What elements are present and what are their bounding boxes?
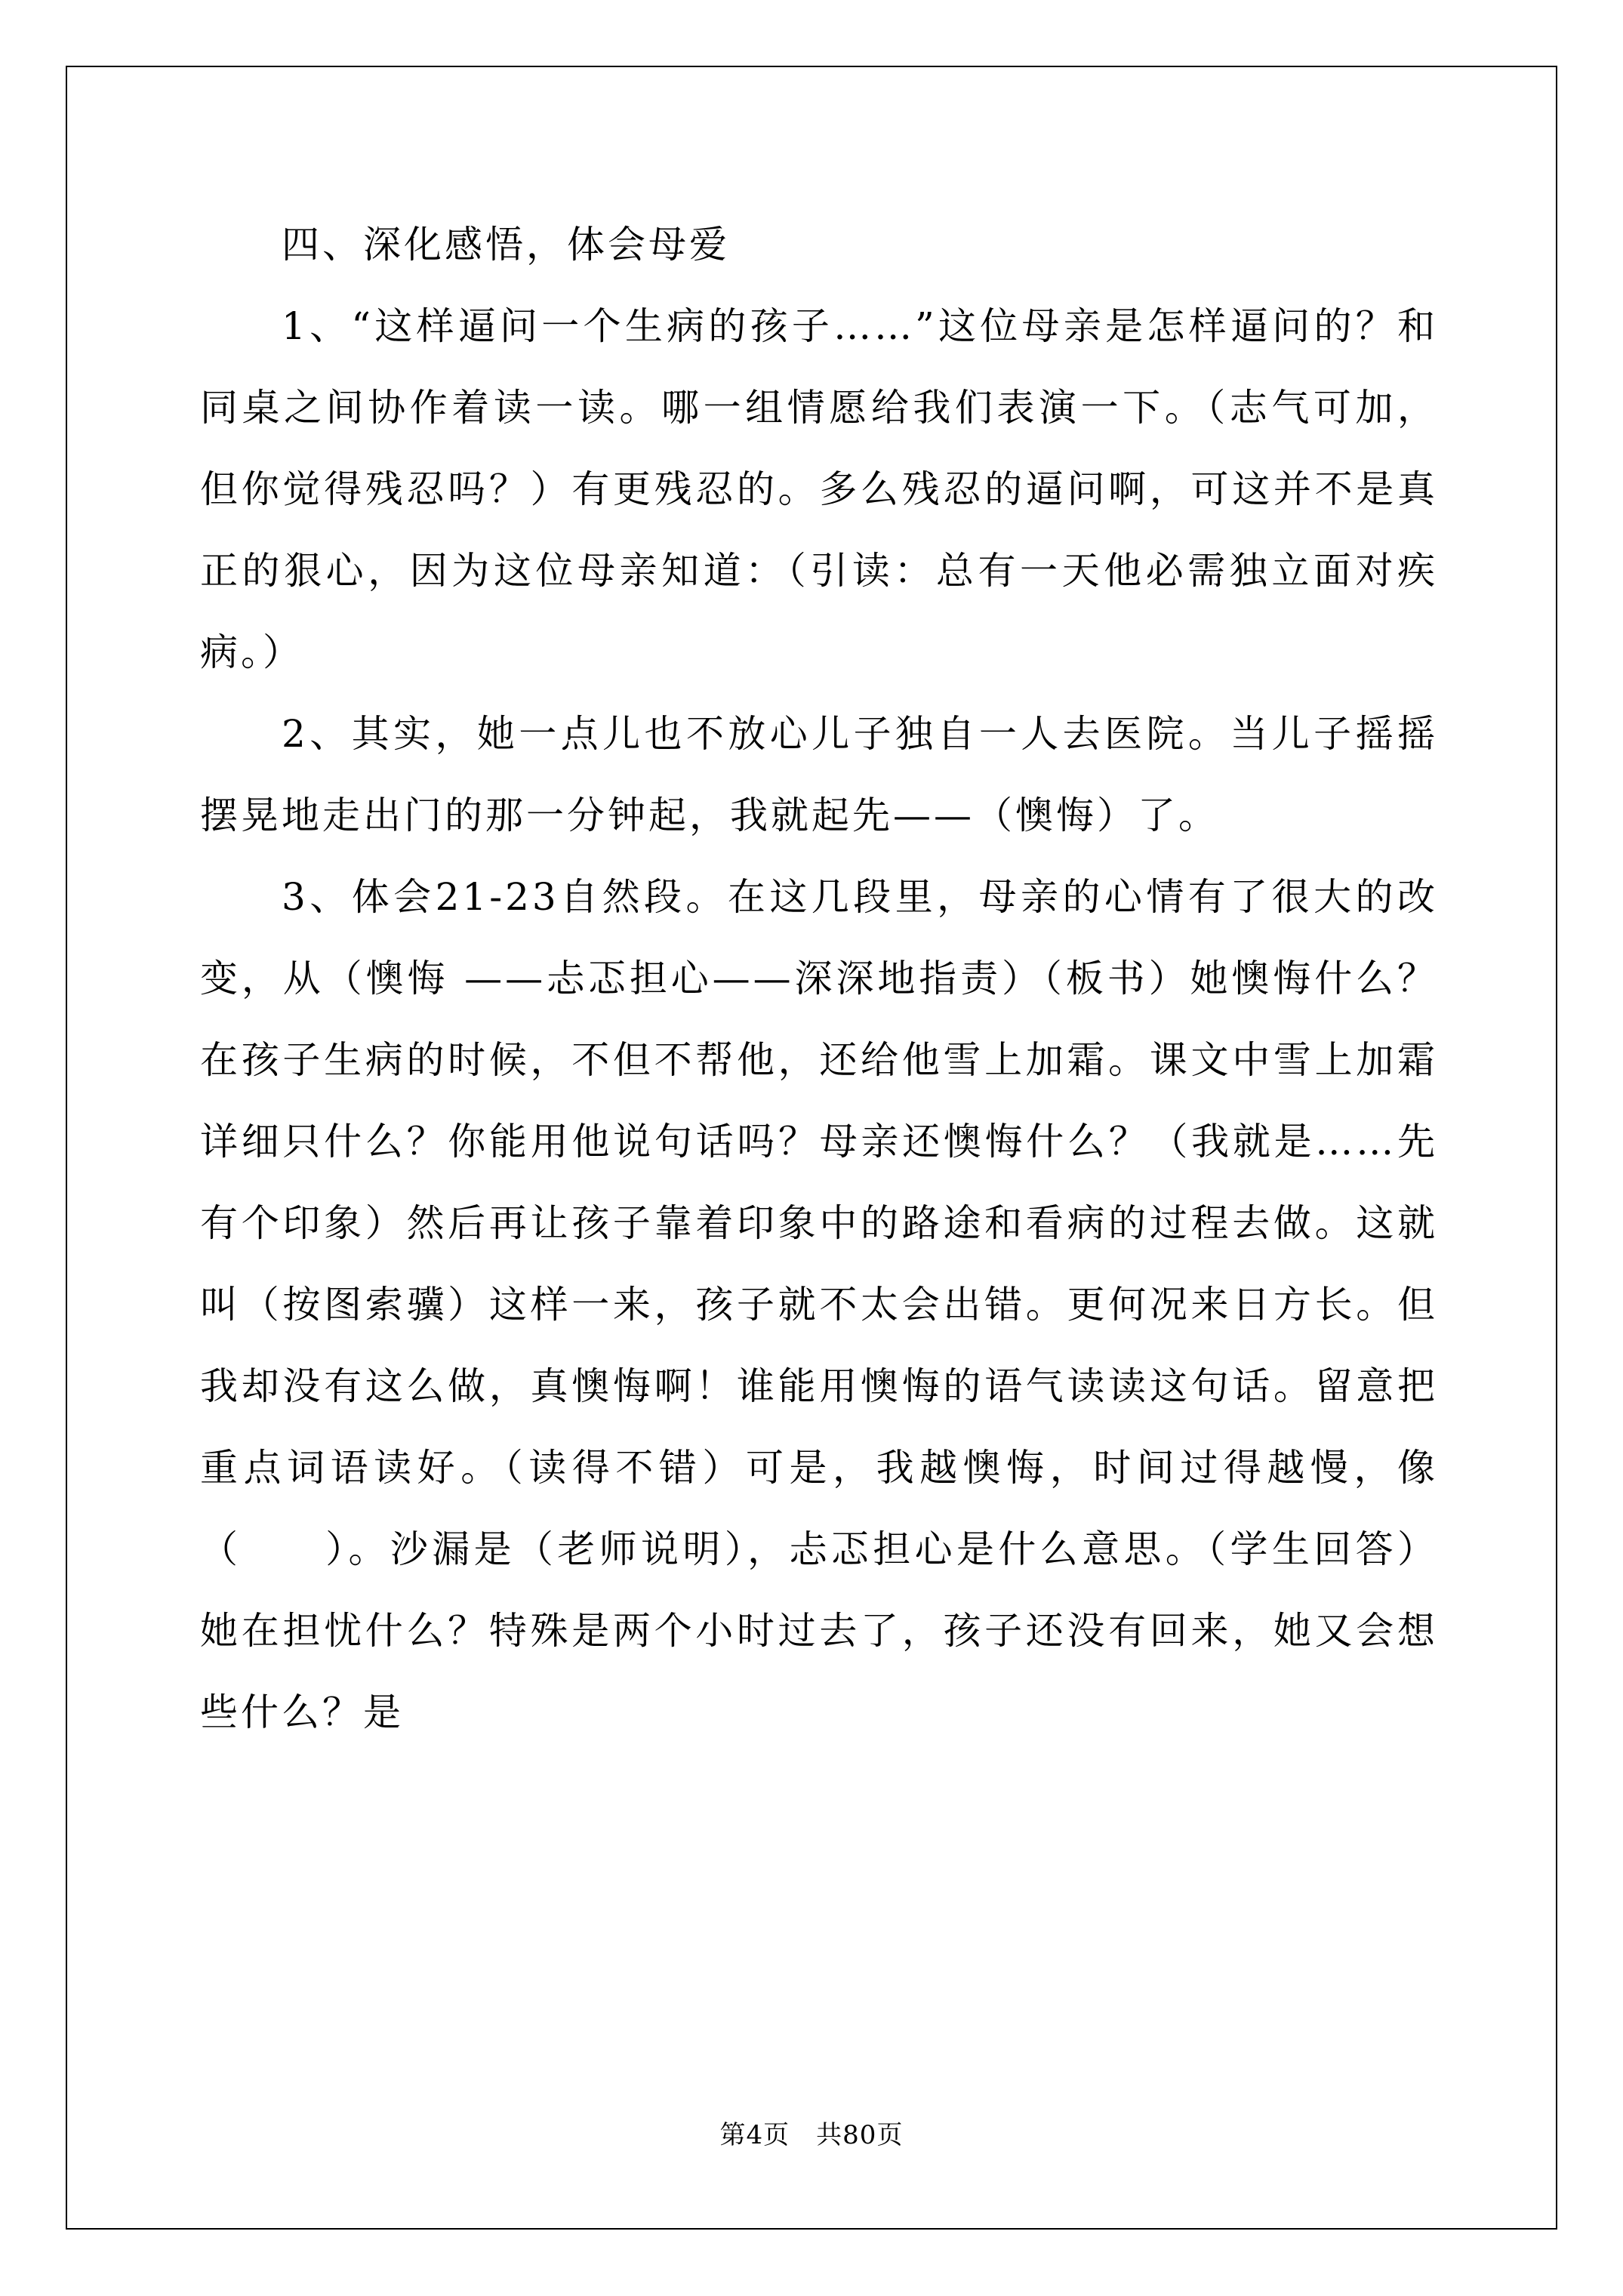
- paragraph-2: 2、其实，她一点儿也不放心儿子独自一人去医院。当儿子摇摇摆晃地走出门的那一分钟起，我就起先——（懊悔）了。: [200, 712, 1438, 837]
- paragraph-3: 3、体会21-23自然段。在这几段里，母亲的心情有了很大的改变，从（懊悔 ——忐忑担心——深深地指责）（板书）她懊悔什么？在孩子生病的时候，不但不帮他，还给他雪上加霜。课文中雪上加霜详细只什么？你能用他说句话吗？母亲还懊悔什么？（我就是……先有个印象）然后再让孩子靠着印象中的路途和看病的过程去做。这就叫（按图索骥）这样一来，孩子就不太会出错。更何况来日方长。但我却没有这么做，真懊悔啊！谁能用懊悔的语气读读这句话。留意把重点词语读好。（读得不错）可是，我越懊悔，时间过得越慢，像（ ）。沙漏是（老师说明），忐忑担心是什么意思。（学生回答）她在担忧什么？特殊是两个小时过去了，孩子还没有回来，她又会想些什么？是: [200, 875, 1438, 1734]
- document-body: [200, 204, 1438, 1753]
- page-footer: 第4页 共80页: [719, 2120, 904, 2150]
- section-heading: 四、深化感悟，体会母爱: [282, 223, 730, 267]
- paragraph-1: 1、“这样逼问一个生病的孩子……”这位母亲是怎样逼问的？和同桌之间协作着读一读。哪一组情愿给我们表演一下。（志气可加，但你觉得残忍吗？）有更残忍的。多么残忍的逼问啊，可这并不是真正的狠心，因为这位母亲知道：（引读：总有一天他必需独立面对疾病。）: [200, 304, 1438, 674]
